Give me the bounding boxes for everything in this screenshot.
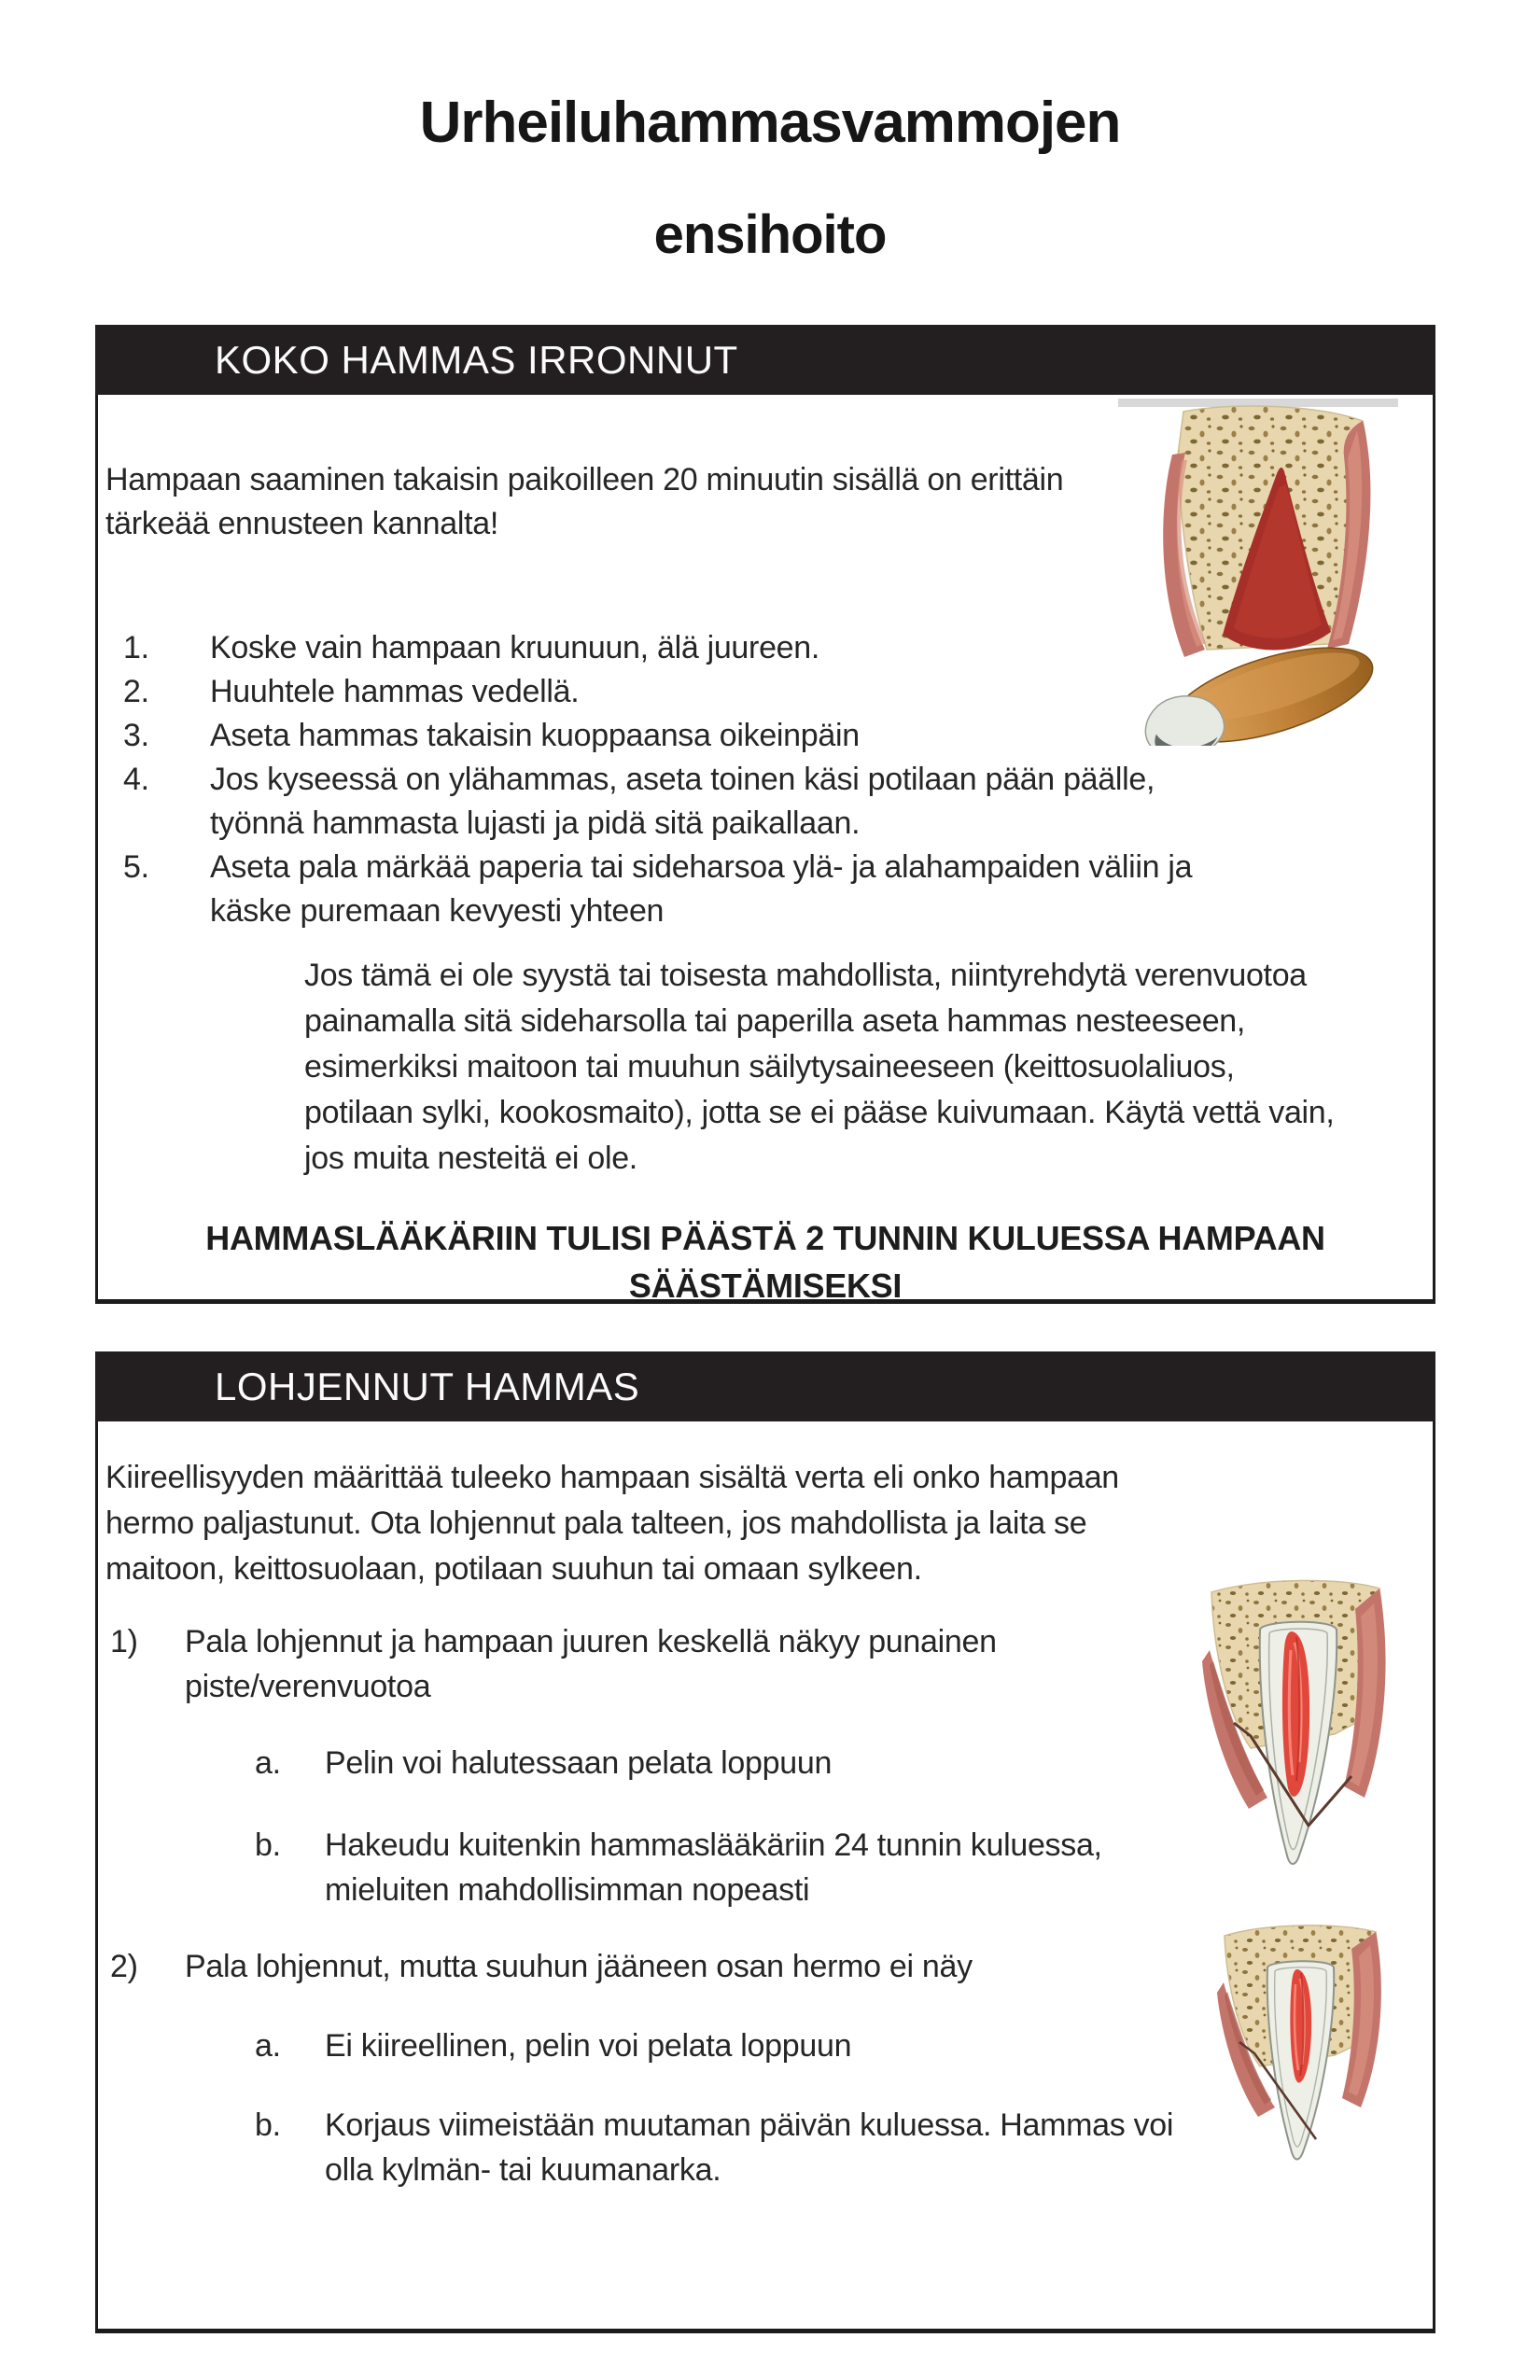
chipped-tooth-no-exposed-nerve-illustration [1211, 1923, 1389, 2184]
list-subitem [255, 1741, 1221, 1785]
section2-intro: Kiireellisyyden määrittää tuleeko hampaan sisältä verta eli onko hampaan hermo paljastunut. Ota lohjennut pala talteen, jos mahdollista ja laita se maitoon, keittosuolaan, potilaan suuhun tai omaan sylkeen. [105, 1460, 1119, 1587]
section1-title: KOKO HAMMAS IRRONNUT [215, 337, 738, 382]
subitem-letter: b. [255, 1827, 281, 1863]
section-chipped-tooth [95, 1351, 1435, 2333]
subitem-letter: a. [255, 1745, 281, 1781]
list-subitem [255, 2023, 1221, 2068]
list-subitem [255, 1823, 1221, 1912]
list-item-case2 [110, 1944, 1099, 1989]
page-title-line1: Urheiluhammasvammojen [419, 91, 1121, 155]
step-text: Aseta pala märkää paperia tai sideharsoa ylä- ja alahampaiden väliin ja käske puremaan kevyesti yhteen [210, 849, 1193, 929]
section1-urgent-note [98, 1214, 1433, 1309]
step-number: 1. [123, 630, 149, 665]
section2-body [95, 1421, 1435, 2333]
list-subitem [255, 2103, 1174, 2192]
step-text: Jos kyseessä on ylähammas, aseta toinen käsi potilaan pään päälle, työnnä hammasta lujasti ja pidä sitä paikallaan. [210, 762, 1155, 841]
subitem-text: Pelin voi halutessaan pelata loppuun [325, 1745, 833, 1781]
step-text: Koske vain hampaan kruunuun, älä juureen. [210, 630, 820, 665]
step-text: Huuhtele hammas vedellä. [210, 674, 580, 709]
section1-body [95, 395, 1435, 1304]
list-item [98, 670, 1274, 714]
section1-fallback-note: Jos tämä ei ole syystä tai toisesta mahdollista, niintyrehdytä verenvuotoa painamalla sitä sideharsolla tai paperilla aseta hammas nesteeseen, esimerkiksi maitoon tai muuhun säilytysaineeseen (keittosuolaliuos, potilaan sylki, kookosmaito), jotta se ei pääse kuivumaan. Käytä vettä vain, jos muita nesteitä ei ole. [304, 958, 1335, 1176]
step-text: Aseta hammas takaisin kuoppaansa oikeinpäin [210, 718, 860, 753]
section2-header-bar [95, 1351, 1435, 1421]
list-item [98, 714, 1274, 758]
case-number: 2) [110, 1949, 138, 1984]
chipped-tooth-exposed-pulp-illustration [1195, 1575, 1395, 1897]
section2-title: LOHJENNUT HAMMAS [215, 1364, 640, 1408]
subitem-text: Hakeudu kuitenkin hammaslääkäriin 24 tunnin kuluessa, mieluiten mahdollisimman nopeasti [325, 1827, 1102, 1908]
empty-socket-and-avulsed-tooth-illustration [1118, 399, 1398, 746]
step-number: 4. [123, 762, 149, 797]
subitem-letter: a. [255, 2028, 281, 2064]
section1-urgent-note-text: HAMMASLÄÄKÄRIIN TULISI PÄÄSTÄ 2 TUNNIN KULUESSA HAMPAAN SÄÄSTÄMISEKSI [205, 1219, 1325, 1305]
step-number: 2. [123, 674, 149, 709]
subitem-letter: b. [255, 2107, 281, 2143]
list-item [98, 846, 1274, 933]
subitem-text: Korjaus viimeistään muutaman päivän kuluessa. Hammas voi olla kylmän- tai kuumanarka. [325, 2107, 1174, 2188]
list-item [98, 626, 1274, 670]
subitem-text: Ei kiireellinen, pelin voi pelata loppuun [325, 2028, 852, 2064]
section1-header-bar [95, 325, 1435, 395]
page-title-line2: ensihoito [653, 204, 887, 265]
list-item-case1 [110, 1619, 1043, 1709]
section1-intro: Hampaan saaminen takaisin paikoilleen 20 minuutin sisällä on erittäin tärkeää ennusteen kannalta! [105, 462, 1064, 541]
case-text: Pala lohjennut ja hampaan juuren keskellä näkyy punainen piste/verenvuotoa [185, 1624, 997, 1704]
case-text: Pala lohjennut, mutta suuhun jääneen osan hermo ei näy [185, 1949, 973, 1984]
section-whole-tooth-knocked-out [95, 325, 1435, 1304]
step-number: 3. [123, 718, 149, 753]
section1-step-list [98, 626, 1274, 933]
case-number: 1) [110, 1624, 138, 1659]
list-item [98, 758, 1274, 846]
step-number: 5. [123, 849, 149, 885]
